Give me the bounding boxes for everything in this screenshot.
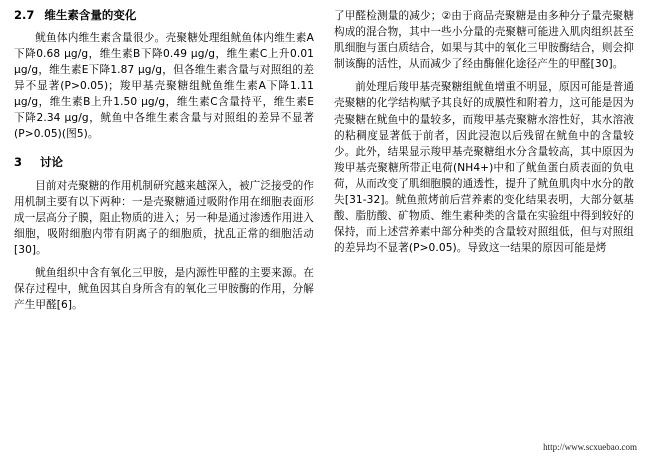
paragraph-tmao-formaldehyde: 鱿鱼组织中含有氧化三甲胺，是内源性甲醛的主要来源。在保存过程中，鱿鱼因其自身所含有的氧化三甲胺酶的作用，分解产生甲醛[6]。 xyxy=(14,267,314,312)
paragraph-chitosan-mechanism: 目前对壳聚糖的作用机制研究越来越深入，被广泛接受的作用机制主要有以下两种：一是壳聚糖通过吸附作用在细胞表面形成一层高分子膜，阻止物质的进入；另一种是通过渗透作用进入细胞，吸附细胞内带有阴离子的细胞质，扰乱正常的细胞活动[30]。 xyxy=(14,179,314,257)
paragraph-vitamin-content: 鱿鱼体内维生素含量很少。壳聚糖处理组鱿鱼体内维生素A下降0.68 µg/g，维生素B下降0.49 µg/g，维生素C上升0.01 µg/g，维生素E下降1.87 µg/g，但各维生素含量与对照组的差异不显著(P>0.05)；羧甲基壳聚糖组鱿鱼维生素A下降1.11 µg/g，维生素B上升1.50 µg/g，维生素C含量持平，维生素E下降2.34 µg/g，鱿鱼中各维生素含量与对照组的差异不显著(P>0.05)(图5)。 xyxy=(14,31,314,141)
left-column xyxy=(14,8,314,313)
paragraph-formaldehyde-reduction: 了甲醛检测量的减少；②由于商品壳聚糖是由多种分子量壳聚糖构成的混合物，其中一些小分量的壳聚糖可能进入肌肉组织甚至肌细胞与蛋白质结合，如果与其中的氧化三甲胺酶结合，则会抑制该酶的活性，从而减少了经由酶催化途径产生的甲醛[30]。 xyxy=(334,10,634,71)
section-heading-3-wrapper xyxy=(14,155,314,171)
footer-url: http://www.scxuebao.com xyxy=(543,442,637,452)
right-column xyxy=(334,8,634,256)
section-title: 维生素含量的变化 xyxy=(44,8,137,22)
paragraph-carboxymethyl-chitosan: 前处理后羧甲基壳聚糖组鱿鱼增重不明显，原因可能是普通壳聚糖的化学结构赋予其良好的成膜性和附着力，这可能是因为壳聚糖在鱿鱼中的量较多，而羧甲基壳聚糖水溶性好，其水溶液的粘稠度显著低于前者，因此浸泡以后残留在鱿鱼中的含量较少。此外，结果显示羧甲基壳聚糖组水分含量较高，其中原因为羧甲基壳聚糖所带正电荷(NH4+)中和了鱿鱼蛋白质表面的负电荷，从而改变了肌细胞膜的通透性，提升了鱿鱼肌肉中水分的散失[31-32]。鱿鱼煎烤前后营养素的变化结果表明，大部分氨基酸、脂肪酸、矿物质、维生素种类的含量在实验组中得到较好的保持，而上述营养素中部分种类的含量较对照组低，但与对照组的差异均不显著(P>0.05)。导致这一结果的原因可能是烤 xyxy=(334,81,634,255)
two-column-layout xyxy=(14,8,637,313)
section-number: 2.7 xyxy=(14,8,35,22)
section-heading-2-7 xyxy=(14,8,314,24)
section-heading-3 xyxy=(14,155,314,171)
section-number: 3 xyxy=(14,155,23,170)
section-title: 讨论 xyxy=(40,155,64,170)
